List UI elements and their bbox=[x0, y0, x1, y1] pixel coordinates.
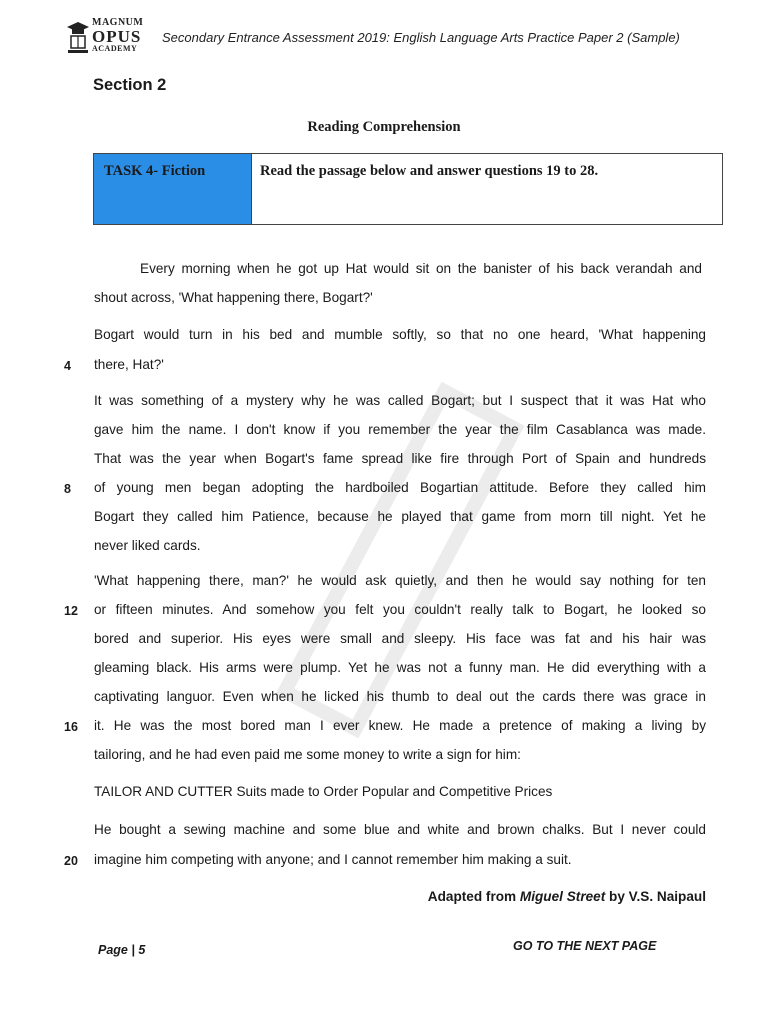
passage-line: bored and superior. His eyes were small and sleepy. His face was fat and his hair was bbox=[94, 631, 706, 646]
sign-text-line: TAILOR AND CUTTER Suits made to Order Popular and Competitive Prices bbox=[94, 784, 553, 799]
paper-header-title: Secondary Entrance Assessment 2019: English Language Arts Practice Paper 2 (Sample) bbox=[162, 30, 680, 45]
passage-line: Bogart they called him Patience, because he played that game from morn till night. Yet he bbox=[94, 509, 706, 524]
academy-logo bbox=[62, 18, 150, 58]
line-number: 4 bbox=[64, 359, 71, 373]
passage-line: shout across, 'What happening there, Bogart?' bbox=[94, 290, 373, 305]
logo-line-mid: OPUS bbox=[92, 27, 142, 46]
task-box bbox=[93, 153, 723, 225]
task-label: TASK 4- Fiction bbox=[94, 154, 252, 224]
passage-line: or fifteen minutes. And somehow you felt you couldn't really talk to Bogart, he looked so bbox=[94, 602, 706, 617]
passage-line: 'What happening there, man?' he would ask quietly, and then he would say nothing for ten bbox=[94, 573, 706, 588]
passage-line: it. He was the most bored man I ever knew. He made a pretence of making a living by bbox=[94, 718, 706, 733]
task-instruction: Read the passage below and answer questions 19 to 28. bbox=[260, 163, 599, 179]
reading-comprehension-heading: Reading Comprehension bbox=[307, 119, 461, 135]
source-attribution: Adapted from Miguel Street by V.S. Naipaul bbox=[427, 889, 706, 904]
passage-line: captivating languor. Even when he licked his thumb to deal out the cards there was grace in bbox=[94, 689, 706, 704]
passage-line: of young men began adopting the hardboiled Bogartian attitude. Before they called him bbox=[94, 480, 706, 495]
passage-line: imagine him competing with anyone; and I cannot remember him making a suit. bbox=[94, 852, 572, 867]
passage-line: Every morning when he got up Hat would sit on the banister of his back verandah and bbox=[140, 261, 702, 276]
logo-line-bottom: ACADEMY bbox=[92, 44, 138, 53]
passage-line: never liked cards. bbox=[94, 538, 201, 553]
next-page-note: GO TO THE NEXT PAGE bbox=[513, 939, 657, 953]
passage-line: It was something of a mystery why he was called Bogart; but I suspect that it was Hat who bbox=[94, 393, 706, 408]
passage-line: He bought a sewing machine and some blue and white and brown chalks. But I never could bbox=[94, 822, 706, 837]
passage-line: there, Hat?' bbox=[94, 357, 164, 372]
line-number: 12 bbox=[64, 604, 78, 618]
line-number: 20 bbox=[64, 854, 78, 868]
graduate-cap-icon bbox=[66, 20, 90, 56]
logo-line-top: MAGNUM bbox=[92, 17, 144, 28]
section-title: Section 2 bbox=[93, 76, 167, 94]
passage-line: Bogart would turn in his bed and mumble softly, so that no one heard, 'What happening bbox=[94, 327, 706, 342]
line-number: 16 bbox=[64, 720, 78, 734]
passage-line: gave him the name. I don't know if you remember the year the film Casablanca was made. bbox=[94, 422, 706, 437]
book-title: Miguel Street bbox=[519, 889, 606, 904]
page-number: Page | 5 bbox=[98, 943, 146, 957]
passage-line: tailoring, and he had even paid me some money to write a sign for him: bbox=[94, 747, 521, 762]
line-number: 8 bbox=[64, 482, 71, 496]
passage-line: gleaming black. His arms were plump. Yet he was not a funny man. He did everything with a bbox=[94, 660, 706, 675]
passage-line: That was the year when Bogart's fame spread like fire through Port of Spain and hundreds bbox=[94, 451, 706, 466]
